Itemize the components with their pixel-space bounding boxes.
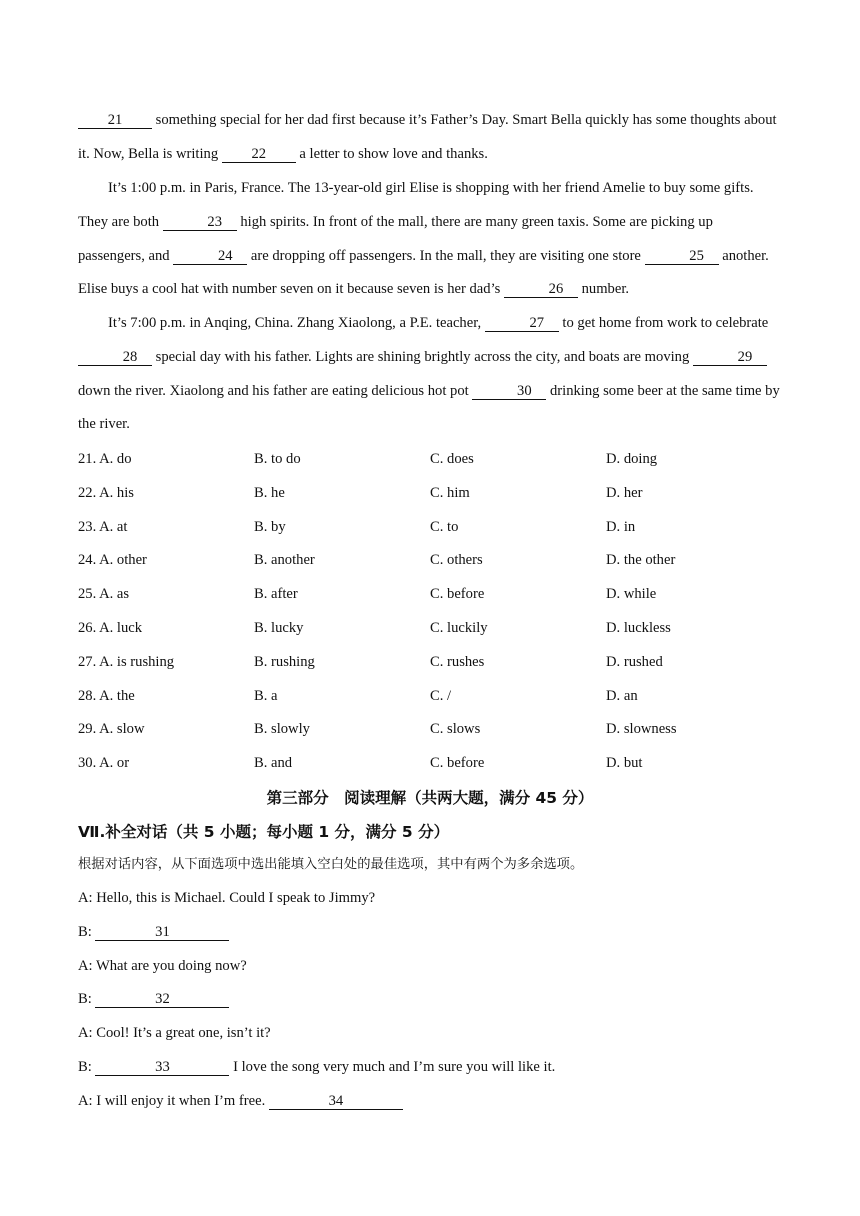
option-a: 21. A. do xyxy=(78,451,132,467)
blank-29: 29 xyxy=(693,349,767,366)
option-row-21 xyxy=(78,443,783,477)
dialogue-line: A: Cool! It’s a great one, isn’t it? xyxy=(78,1025,271,1042)
option-a: 30. A. or xyxy=(78,755,130,772)
passage-paragraph-3 xyxy=(78,307,783,442)
passage-text: a letter to show love and thanks. xyxy=(295,145,488,162)
dialogue-line xyxy=(78,1051,783,1085)
blank-24: 24 xyxy=(173,248,247,265)
blank-26: 26 xyxy=(504,281,578,298)
option-c: C. / xyxy=(430,687,452,704)
option-row-29 xyxy=(78,713,783,747)
option-b: B. another xyxy=(254,552,315,569)
section-title: 第三部分 阅读理解（共两大题，满分 45 分） xyxy=(266,789,594,807)
blank-28: 28 xyxy=(78,349,152,366)
passage-text: high spirits. In front of the mall, there are many green taxis. Some are picking up passengers, and xyxy=(78,213,713,264)
blank-22: 22 xyxy=(222,146,296,163)
speaker-label: B: xyxy=(78,1058,96,1075)
option-c: C. rushes xyxy=(430,653,485,670)
option-d: D. the other xyxy=(606,552,676,569)
option-row-25 xyxy=(78,578,783,612)
option-c: C. slows xyxy=(430,721,481,738)
passage-text: It’s 1:00 p.m. in Paris, France. The 13-year-old girl Elise is shopping with her friend Amelie to buy some gifts. They are both xyxy=(78,180,754,230)
option-d: D. doing xyxy=(606,451,658,467)
subsection-title: Ⅶ.补全对话（共 5 小题；每小题 1 分，满分 5 分） xyxy=(78,823,450,841)
option-c: C. others xyxy=(430,552,483,569)
option-d: D. slowness xyxy=(606,721,677,738)
passage-text: another. Elise buys a cool hat with number seven on it because seven is her dad’s xyxy=(78,247,769,298)
option-row-26 xyxy=(78,612,783,646)
dialogue-text: I love the song very much and I’m sure you will like it. xyxy=(229,1058,556,1075)
passage-paragraph-1 xyxy=(78,104,783,172)
dialogue-line xyxy=(78,916,783,950)
option-row-23 xyxy=(78,511,783,545)
option-b: B. and xyxy=(254,755,293,772)
option-a: 29. A. slow xyxy=(78,721,145,738)
option-b: B. he xyxy=(254,484,285,501)
dialogue-text: A: I will enjoy it when I’m free. xyxy=(78,1092,269,1109)
passage-text: number. xyxy=(577,281,630,298)
option-b: B. by xyxy=(254,518,286,535)
blank-33: 33 xyxy=(95,1059,229,1076)
option-a: 23. A. at xyxy=(78,518,128,535)
option-a: 28. A. the xyxy=(78,687,135,704)
instruction-text: 根据对话内容，从下面选项中选出能填入空白处的最佳选项，其中有两个为多余选项。 xyxy=(78,857,584,872)
passage-text: It’s 7:00 p.m. in Anqing, China. Zhang Xiaolong, a P.E. teacher, xyxy=(108,315,485,331)
option-row-24 xyxy=(78,544,783,578)
passage-text: drinking some beer at the same time by the river. xyxy=(78,382,780,433)
dialogue xyxy=(78,882,783,1119)
blank-32: 32 xyxy=(95,991,229,1008)
option-d: D. but xyxy=(606,755,643,772)
option-a: 22. A. his xyxy=(78,484,134,501)
option-b: B. slowly xyxy=(254,721,310,738)
option-d: D. luckless xyxy=(606,619,671,636)
option-b: B. to do xyxy=(254,451,301,467)
blank-31: 31 xyxy=(95,924,229,941)
passage-text: are dropping off passengers. In the mall, they are visiting one store xyxy=(247,247,645,264)
blank-25: 25 xyxy=(645,248,719,265)
blank-23: 23 xyxy=(163,214,237,231)
passage-text: to get home from work to celebrate xyxy=(558,315,769,331)
blank-30: 30 xyxy=(472,383,546,400)
speaker-label: B: xyxy=(78,991,96,1008)
option-b: B. rushing xyxy=(254,653,315,670)
passage-text: special day with his father. Lights are shining brightly across the city, and boats are moving xyxy=(152,348,693,365)
option-a: 25. A. as xyxy=(78,586,130,603)
option-c: C. before xyxy=(430,755,485,772)
option-d: D. in xyxy=(606,518,636,535)
dialogue-line: A: Hello, this is Michael. Could I speak to Jimmy? xyxy=(78,890,376,906)
blank-34: 34 xyxy=(269,1093,403,1110)
blank-21: 21 xyxy=(78,112,152,129)
option-c: C. luckily xyxy=(430,619,488,636)
blank-27: 27 xyxy=(485,315,559,332)
option-c: C. does xyxy=(430,451,474,467)
option-a: 26. A. luck xyxy=(78,619,143,636)
dialogue-line xyxy=(78,983,783,1017)
option-row-27 xyxy=(78,646,783,680)
passage-paragraph-2 xyxy=(78,172,783,307)
option-d: D. while xyxy=(606,586,657,603)
option-c: C. to xyxy=(430,518,459,535)
option-row-30 xyxy=(78,747,783,781)
passage-text: something special for her dad first because it’s Father’s Day. Smart Bella quickly has some thoughts about it. Now, Bella is writing xyxy=(78,112,777,162)
option-c: C. him xyxy=(430,484,470,501)
option-b: B. a xyxy=(254,687,278,704)
option-b: B. lucky xyxy=(254,619,304,636)
option-d: D. her xyxy=(606,484,643,501)
passage-text: down the river. Xiaolong and his father are eating delicious hot pot xyxy=(78,382,473,399)
option-row-22 xyxy=(78,477,783,511)
option-d: D. rushed xyxy=(606,653,663,670)
option-d: D. an xyxy=(606,687,638,704)
option-a: 27. A. is rushing xyxy=(78,653,175,670)
dialogue-line: A: What are you doing now? xyxy=(78,957,247,974)
option-c: C. before xyxy=(430,586,485,603)
option-a: 24. A. other xyxy=(78,552,147,569)
option-row-28 xyxy=(78,680,783,714)
speaker-label: B: xyxy=(78,923,96,940)
answer-options xyxy=(78,443,783,781)
dialogue-line xyxy=(78,1085,783,1119)
option-b: B. after xyxy=(254,586,298,603)
